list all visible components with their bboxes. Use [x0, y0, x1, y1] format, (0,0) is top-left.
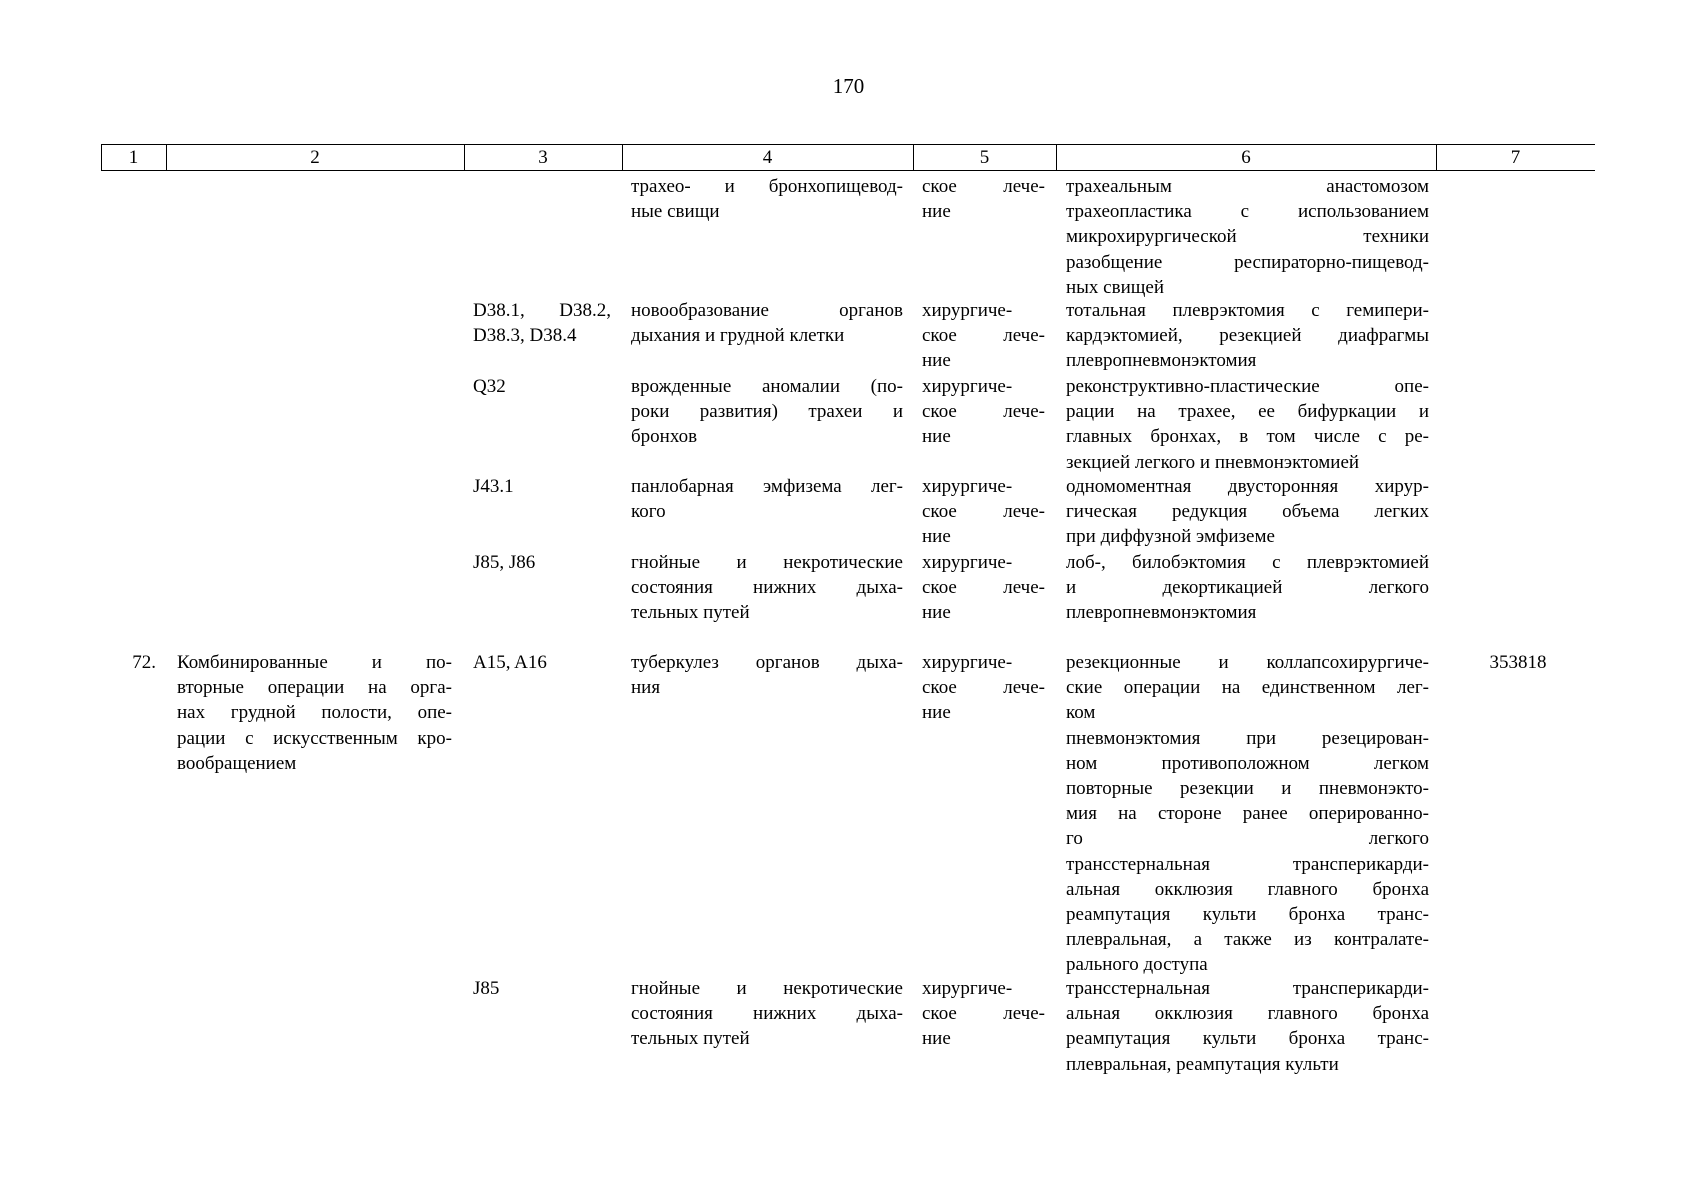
cell-line: повторные резекции и пневмонэкто-: [1066, 777, 1429, 799]
cell-line: реампутация культи бронха транс-: [1066, 1028, 1429, 1050]
cell-line: го легкого: [1066, 828, 1429, 850]
cell-line: ское лече-: [922, 677, 1045, 699]
cell-line: D38.1, D38.2,: [473, 300, 611, 321]
cell-line: вообращением: [177, 752, 297, 774]
diagnosis-cell: [631, 550, 903, 626]
cell-line: туберкулез органов дыха-: [631, 652, 903, 673]
cell-line: состояния нижних дыха-: [631, 577, 903, 599]
treatment-type-cell: [922, 550, 1045, 626]
cell-line: ское лече-: [922, 325, 1045, 347]
cell-line: J85: [473, 978, 500, 999]
cell-line: ское лече-: [922, 401, 1045, 423]
cell-line: ние: [922, 602, 951, 624]
norm-cost-cell: [1440, 650, 1596, 675]
cell-line: главных бронхах, в том числе с ре-: [1066, 426, 1429, 448]
column-header-7: 7: [1510, 147, 1521, 168]
cell-line: разобщение респираторно-пищевод-: [1066, 251, 1429, 273]
diagnosis-cell: [631, 474, 903, 524]
cell-line: плевропневмонэктомия: [1066, 350, 1257, 372]
cell-line: 353818: [1489, 652, 1547, 673]
cell-line: ское лече-: [922, 501, 1045, 523]
cell-line: гнойные и некротические: [631, 978, 903, 999]
cell-line: ние: [922, 426, 951, 448]
treatment-type-cell: [922, 474, 1045, 550]
column-header-4: 4: [762, 147, 773, 168]
cell-line: зекцией легкого и пневмонэктомией: [1066, 451, 1360, 473]
cell-line: ние: [922, 350, 951, 372]
cell-line: тотальная плеврэктомия с гемипери-: [1066, 300, 1429, 321]
diagnosis-cell: [631, 976, 903, 1052]
icd-code-cell: [473, 550, 611, 575]
cell-line: гическая редукция объема легких: [1066, 501, 1429, 523]
cell-line: одномоментная двусторонняя хирур-: [1066, 476, 1429, 497]
icd-code-cell: [473, 298, 611, 348]
cell-line: ния: [631, 677, 661, 699]
cell-line: панлобарная эмфизема лег-: [631, 476, 903, 497]
cell-line: реконструктивно-пластические опе-: [1066, 376, 1429, 397]
method-cell: [1066, 650, 1429, 977]
table-header-bottom-rule: [101, 170, 1595, 171]
cell-line: хирургиче-: [922, 476, 1013, 497]
treatment-type-cell: [922, 298, 1045, 374]
cell-line: дыхания и грудной клетки: [631, 325, 845, 347]
icd-code-cell: [473, 976, 611, 1001]
cell-line: трахеальным анастомозом: [1066, 176, 1429, 197]
cell-line: трансстернальная трансперикарди-: [1066, 853, 1429, 875]
cell-line: J43.1: [473, 476, 514, 497]
method-cell: [1066, 550, 1429, 626]
column-header-5: 5: [979, 147, 990, 168]
cell-line: трансстернальная трансперикарди-: [1066, 978, 1429, 999]
method-cell: [1066, 976, 1429, 1077]
cell-line: ком: [1066, 702, 1096, 724]
cell-line: ные свищи: [631, 201, 720, 223]
cell-line: ние: [922, 1028, 951, 1050]
cell-line: ных свищей: [1066, 276, 1164, 298]
cell-line: ние: [922, 702, 951, 724]
cell-line: J85, J86: [473, 552, 536, 573]
diagnosis-cell: [631, 174, 903, 224]
cell-line: ние: [922, 201, 951, 223]
cell-line: реампутация культи бронха транс-: [1066, 903, 1429, 925]
cell-line: хирургиче-: [922, 300, 1013, 321]
cell-line: плевральная, а также из контралате-: [1066, 929, 1429, 951]
column-header-3: 3: [538, 147, 548, 168]
cell-line: ние: [922, 526, 951, 548]
cell-line: бронхов: [631, 426, 698, 448]
cell-line: резекционные и коллапсохирургиче-: [1066, 652, 1429, 673]
cell-line: трахеопластика с использованием: [1066, 201, 1429, 223]
diagnosis-cell: [631, 374, 903, 450]
method-cell: [1066, 174, 1429, 300]
cell-line: плевральная, реампутация культи: [1066, 1053, 1339, 1075]
cell-line: D38.3, D38.4: [473, 325, 577, 347]
cell-line: ское лече-: [922, 176, 1045, 197]
cell-line: ское лече-: [922, 577, 1045, 599]
icd-code-cell: [473, 474, 611, 499]
cell-line: рального доступа: [1066, 954, 1208, 976]
method-cell: [1066, 374, 1429, 475]
cell-line: тельных путей: [631, 1028, 750, 1050]
cell-line: микрохирургической техники: [1066, 226, 1429, 248]
cell-line: хирургиче-: [922, 652, 1013, 673]
cell-line: рации на трахее, ее бифуркации и: [1066, 401, 1429, 423]
icd-code-cell: [473, 374, 611, 399]
number-cell: [101, 650, 156, 675]
treatment-type-cell: [922, 374, 1045, 450]
cell-line: хирургиче-: [922, 376, 1013, 397]
treatment-type-cell: [922, 174, 1045, 224]
cell-line: пневмонэктомия при резецирован-: [1066, 727, 1429, 749]
cell-line: Q32: [473, 376, 506, 397]
method-cell: [1066, 474, 1429, 550]
cell-line: нах грудной полости, опе-: [177, 702, 452, 724]
cell-line: Комбинированные и по-: [177, 652, 452, 673]
column-header-1: 1: [128, 147, 139, 168]
cell-line: ном противоположном легком: [1066, 752, 1429, 774]
cell-line: лоб-, билобэктомия с плеврэктомией: [1066, 552, 1429, 573]
treatment-type-cell: [922, 976, 1045, 1052]
cell-line: вторные операции на орга-: [177, 677, 452, 699]
icd-code-cell: [473, 650, 611, 675]
cell-line: кардэктомией, резекцией диафрагмы: [1066, 325, 1429, 347]
cell-line: плевропневмонэктомия: [1066, 602, 1257, 624]
cell-line: альная окклюзия главного бронха: [1066, 1003, 1429, 1025]
cell-line: хирургиче-: [922, 552, 1013, 573]
diagnosis-cell: [631, 650, 903, 700]
cell-line: A15, A16: [473, 652, 547, 673]
cell-line: врожденные аномалии (по-: [631, 376, 903, 397]
cell-line: мия на стороне ранее оперированно-: [1066, 803, 1429, 825]
cell-line: роки развития) трахеи и: [631, 401, 903, 423]
page-number: 170: [832, 74, 865, 98]
cell-line: состояния нижних дыха-: [631, 1003, 903, 1025]
cell-line: новообразование органов: [631, 300, 903, 321]
cell-line: тельных путей: [631, 602, 750, 624]
cell-line: при диффузной эмфиземе: [1066, 526, 1275, 548]
cell-line: ское лече-: [922, 1003, 1045, 1025]
cell-line: гнойные и некротические: [631, 552, 903, 573]
method-cell: [1066, 298, 1429, 374]
diagnosis-cell: [631, 298, 903, 348]
cell-line: трахео- и бронхопищевод-: [631, 176, 903, 197]
cell-line: альная окклюзия главного бронха: [1066, 878, 1429, 900]
cell-line: хирургиче-: [922, 978, 1013, 999]
column-header-2: 2: [310, 147, 320, 168]
cell-line: и декортикацией легкого: [1066, 577, 1429, 599]
cell-line: ские операции на единственном лег-: [1066, 677, 1429, 699]
treatment-type-cell: [922, 650, 1045, 726]
cell-line: кого: [631, 501, 666, 523]
cell-line: рации с искусственным кро-: [177, 727, 452, 749]
cell-line: 72.: [132, 652, 156, 673]
column-header-6: 6: [1241, 147, 1251, 168]
group-cell: [177, 650, 452, 776]
